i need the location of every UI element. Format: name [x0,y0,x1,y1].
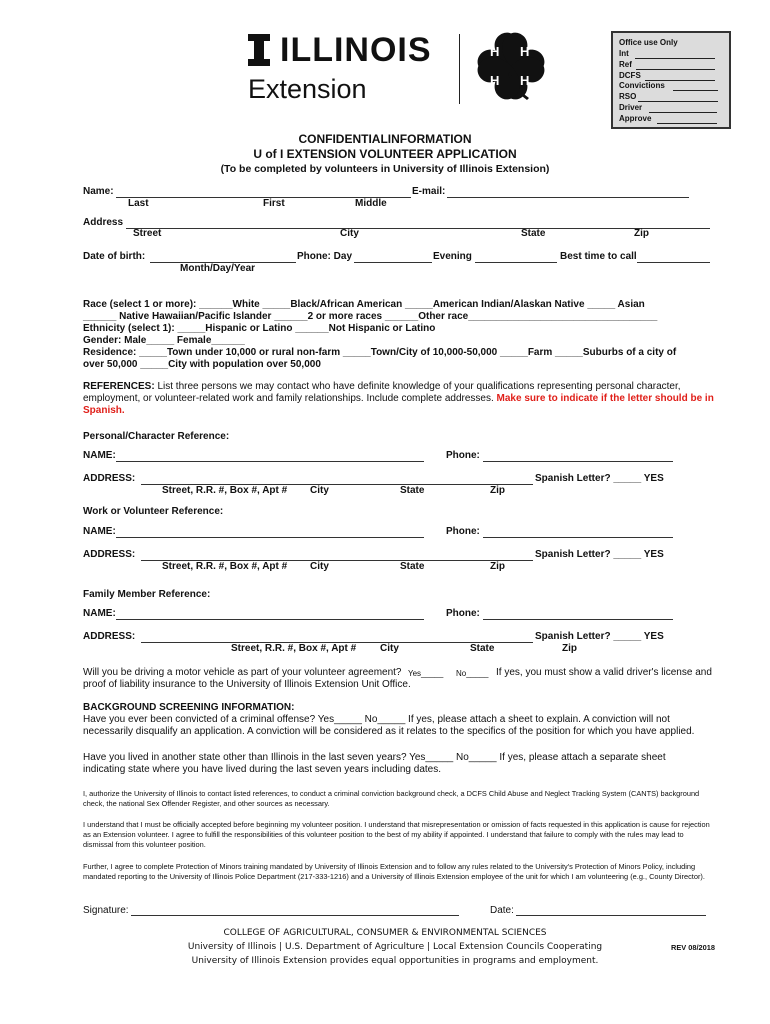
ref2-state-label: State [400,561,425,572]
driving-question: Will you be driving a motor vehicle as part of your volunteer agreement? [83,667,402,678]
residence-line-1: Residence: _____Town under 10,000 or rural non-farm _____Town/City of 10,000-50,000 _____Farm _____Suburbs of a city of [83,347,677,358]
ref2-phone-label: Phone: [446,526,480,537]
ref2-phone-input-line[interactable] [483,537,673,538]
ref3-name-label: NAME: [83,608,116,619]
ref3-street-label: Street, R.R. #, Box #, Apt # [231,643,357,654]
ref3-address-label: ADDRESS: [83,631,136,642]
phone-day-label: Phone: Day [297,251,353,262]
footer-cooperating: University of Illinois | U.S. Department of Agriculture | Local Extension Councils Cooperating [187,942,603,952]
ref1-zip-label: Zip [490,485,505,496]
ref2-name-label: NAME: [83,526,116,537]
ref1-spanish-letter: Spanish Letter? _____ YES [535,473,664,484]
driving-yes[interactable]: Yes_____ [408,669,444,678]
phone-evening-label: Evening [433,251,472,262]
ref1-state-label: State [400,485,425,496]
footer-equal-opportunity: University of Illinois Extension provides equal opportunities in programs and employment. [191,956,599,966]
residence-line-2: over 50,000 _____City with population over 50,000 [83,359,321,370]
references-label: REFERENCES: [83,381,155,392]
office-field-ref: Ref [619,60,632,69]
references-spanish-note: Make sure to indicate if the letter should be in Spanish. [83,393,714,416]
driving-no[interactable]: No_____ [456,669,489,678]
svg-text:H: H [490,44,500,59]
conviction-note: necessarily disqualify an application. A conviction will be considered as it relates to the specifics of the position for which you have applied. [83,726,695,737]
race-line-1: Race (select 1 or more): ______White _____Black/African American _____American Indian/Alaskan Native _____ Asian [83,299,645,310]
footer-college: COLLEGE OF AGRICULTURAL, CONSUMER & ENVIRONMENTAL SCIENCES [223,928,547,938]
ref3-spanish-letter: Spanish Letter? _____ YES [535,631,664,642]
ref1-address-label: ADDRESS: [83,473,136,484]
protection-minors-paragraph: Further, I agree to complete Protection of Minors training mandated by University of Illinois Extension and to follow any rules related to the University's Protection of Minors Policy, including mandated reporting to the University of Illinois Police Department (217-333-1216) and a University of Illinois Extension employee of the unit for which I am volunteering (e.g., County Director). [83,862,705,881]
phone-evening-input-line[interactable] [475,262,557,263]
title-confidential: CONFIDENTIALINFORMATION [298,132,472,146]
ref1-name-input-line[interactable] [116,461,424,462]
name-middle-label: Middle [355,198,387,209]
background-title: BACKGROUND SCREENING INFORMATION: [83,702,295,713]
title-subtitle: (To be completed by volunteers in University of Illinois Extension) [220,163,550,175]
office-use-title: Office use Only [619,38,678,47]
name-last-label: Last [128,198,149,209]
understanding-paragraph: I understand that I must be officially accepted before beginning my volunteer position. I understand that misrepresentation or omission of facts requested in this application is cause for rejection as an Extension volunteer. I agree to fulfill the responsibilities of this volunteer position to the best of my ability if appointed. I understand that failure to comply with the rules may lead to dismissal from this volunteer position. [83,820,710,849]
ref2-address-label: ADDRESS: [83,549,136,560]
ref1-city-label: City [310,485,329,496]
office-field-dcfs: DCFS [619,71,641,80]
authorization-paragraph: I, authorize the University of Illinois to contact listed references, to conduct a criminal conviction background check, a DCFS Child Abuse and Neglect Tracking System (CANTS) background check, the national Sex Offender Register, and other sources as necessary. [83,789,700,808]
signature-label: Signature: [83,905,129,916]
address-input-line[interactable] [126,228,710,229]
work-reference-title: Work or Volunteer Reference: [83,506,224,517]
ref1-street-label: Street, R.R. #, Box #, Apt # [162,485,288,496]
ref3-city-label: City [380,643,399,654]
dob-format-label: Month/Day/Year [180,263,256,274]
extension-wordmark: Extension [248,74,367,104]
illinois-block-i-logo [248,34,270,66]
address-label: Address [83,217,124,228]
race-line-2: ______ Native Hawaiian/Pacific Islander ______2 or more races ______Other race__________________________________ [83,311,658,322]
ref1-phone-input-line[interactable] [483,461,673,462]
logo-divider [459,34,460,104]
driving-requirement: If yes, you must show a valid driver's license and [496,667,712,678]
name-label: Name: [83,186,114,197]
ref2-name-input-line[interactable] [116,537,424,538]
ref3-name-input-line[interactable] [116,619,424,620]
ref3-phone-input-line[interactable] [483,619,673,620]
ref2-zip-label: Zip [490,561,505,572]
email-input-line[interactable] [447,197,689,198]
ethnicity-line: Ethnicity (select 1): _____Hispanic or Latino ______Not Hispanic or Latino [83,323,436,334]
best-time-input-line[interactable] [637,262,710,263]
title-application: U of I EXTENSION VOLUNTEER APPLICATION [253,147,517,161]
address-city-label: City [340,228,359,239]
ref3-phone-label: Phone: [446,608,480,619]
address-zip-label: Zip [634,228,649,239]
svg-text:H: H [520,73,530,88]
ref2-city-label: City [310,561,329,572]
other-state-question: Have you lived in another state other than Illinois in the last seven years? Yes_____ No_____ If yes, please attach a separate sheet [83,752,666,763]
personal-reference-title: Personal/Character Reference: [83,431,230,442]
office-field-convictions: Convictions [619,81,665,90]
dob-label: Date of birth: [83,251,146,262]
name-first-label: First [263,198,285,209]
svg-text:H: H [520,44,530,59]
4h-clover-icon [473,32,553,104]
gender-line: Gender: Male_____ Female______ [83,335,245,346]
office-field-int: Int [619,49,629,58]
references-instructions [83,381,728,417]
signature-input-line[interactable] [131,915,459,916]
ref2-street-label: Street, R.R. #, Box #, Apt # [162,561,288,572]
phone-day-input-line[interactable] [354,262,432,263]
conviction-question: Have you ever been convicted of a criminal offense? Yes_____ No_____ If yes, please attach a sheet to explain. A conviction will not [83,714,670,725]
revision-date: REV 08/2018 [671,943,715,952]
address-state-label: State [521,228,546,239]
illinois-wordmark: ILLINOIS [280,31,432,69]
family-reference-title: Family Member Reference: [83,589,211,600]
ref3-state-label: State [470,643,495,654]
date-label: Date: [490,905,514,916]
date-input-line[interactable] [516,915,706,916]
ref2-spanish-letter: Spanish Letter? _____ YES [535,549,664,560]
ref1-name-label: NAME: [83,450,116,461]
office-field-driver: Driver [619,103,643,112]
svg-text:H: H [490,73,500,88]
office-use-box [611,31,731,129]
other-state-note: indicating state where you have lived during the last seven years including dates. [83,764,441,775]
address-street-label: Street [133,228,162,239]
references-text: List three persons we may contact who have definite knowledge of your qualifications representing personal character, employment, or volunteer-related work and family relationships. Include complete addresses. [83,381,681,404]
ref1-phone-label: Phone: [446,450,480,461]
ref3-zip-label: Zip [562,643,577,654]
office-field-approve: Approve [619,114,652,123]
best-time-label: Best time to call [560,251,637,262]
driving-insurance: proof of liability insurance to the University of Illinois Extension Unit Office. [83,679,411,690]
email-label: E-mail: [412,186,446,197]
office-field-rso: RSO [619,92,637,101]
